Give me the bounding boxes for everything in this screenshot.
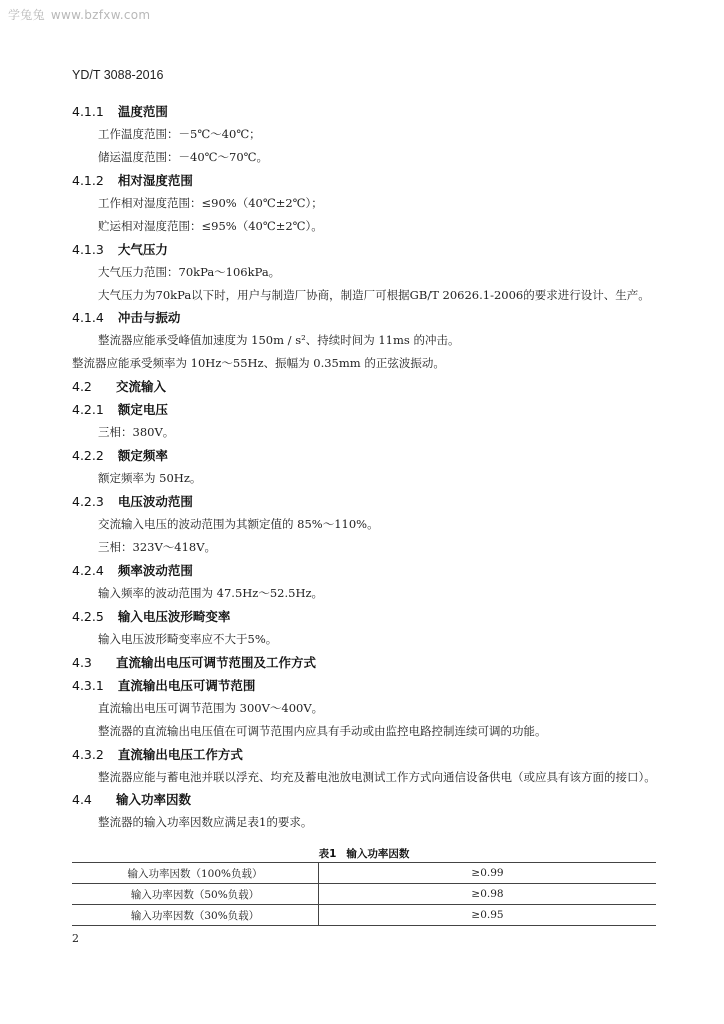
- table-title: 输入功率因数: [346, 848, 410, 860]
- paragraph: 三相：380V。: [98, 425, 175, 439]
- section-title: 直流输出电压工作方式: [117, 747, 243, 762]
- section-heading: [72, 238, 656, 261]
- section-title: 直流输出电压可调节范围: [117, 678, 256, 693]
- paragraph: 整流器的输入功率因数应满足表1的要求。: [98, 815, 313, 829]
- table-caption: [72, 846, 656, 861]
- section-heading: [72, 651, 656, 674]
- section-title: 直流输出电压可调节范围及工作方式: [116, 655, 317, 670]
- section-number: 4.2.5: [72, 609, 104, 624]
- paragraph: 整流器应能承受峰值加速度为 150m / s²、持续时间为 11ms 的冲击。: [98, 333, 460, 347]
- paragraph: 大气压力范围：70kPa～106kPa。: [98, 265, 281, 279]
- table-cell-value: ≥0.98: [319, 884, 657, 905]
- paragraph: 输入频率的波动范围为 47.5Hz～52.5Hz。: [98, 586, 324, 600]
- page-number: 2: [72, 932, 79, 945]
- table-cell-condition: 输入功率因数（100%负载）: [72, 863, 319, 884]
- paragraph: 交流输入电压的波动范围为其额定值的 85%～110%。: [98, 517, 379, 531]
- section-number: 4.2.2: [72, 448, 104, 463]
- section-title: 相对湿度范围: [117, 173, 193, 188]
- section-number: 4.1.3: [72, 242, 104, 257]
- watermark: [8, 6, 150, 23]
- section-heading: [72, 605, 656, 628]
- paragraph: 整流器的直流输出电压值在可调节范围内应具有手动或由监控电路控制连续可调的功能。: [98, 724, 547, 738]
- paragraph: 额定频率为 50Hz。: [98, 471, 202, 485]
- section-number: 4.1.4: [72, 310, 104, 325]
- section-number: 4.2.1: [72, 402, 104, 417]
- paragraph: 工作温度范围：－5℃～40℃；: [98, 127, 261, 141]
- section-number: 4.3.2: [72, 747, 104, 762]
- section-title: 输入功率因数: [116, 792, 192, 807]
- section-title: 大气压力: [117, 242, 168, 257]
- paragraph: 输入电压波形畸变率应不大于5%。: [98, 632, 278, 646]
- section-heading: [72, 788, 656, 811]
- section-heading: [72, 674, 656, 697]
- section-title: 输入电压波形畸变率: [117, 609, 231, 624]
- standard-code: YD/T 3088-2016: [72, 68, 164, 82]
- section-title: 交流输入: [116, 379, 167, 394]
- table-row: [72, 884, 656, 905]
- table-number: 表1: [318, 848, 337, 860]
- table-cell-value: ≥0.95: [319, 905, 657, 926]
- table-row: [72, 905, 656, 926]
- section-title: 电压波动范围: [117, 494, 193, 509]
- section-title: 额定频率: [117, 448, 168, 463]
- paragraph: 三相：323V～418V。: [98, 540, 217, 554]
- table-cell-condition: 输入功率因数（50%负载）: [72, 884, 319, 905]
- table-cell-condition: 输入功率因数（30%负载）: [72, 905, 319, 926]
- table-row: [72, 863, 656, 884]
- section-heading: [72, 375, 656, 398]
- section-heading: [72, 398, 656, 421]
- section-number: 4.4: [72, 792, 92, 807]
- section-number: 4.3.1: [72, 678, 104, 693]
- paragraph: 直流输出电压可调节范围为 300V～400V。: [98, 701, 324, 715]
- section-heading: [72, 169, 656, 192]
- watermark-brand: 学兔兔: [8, 8, 45, 22]
- section-heading: [72, 490, 656, 513]
- section-heading: [72, 444, 656, 467]
- section-number: 4.2: [72, 379, 92, 394]
- section-heading: [72, 100, 656, 123]
- section-number: 4.1.1: [72, 104, 104, 119]
- section-title: 温度范围: [117, 104, 168, 119]
- paragraph: 整流器应能与蓄电池并联以浮充、均充及蓄电池放电测试工作方式向通信设备供电（或应具有该方面的接口）。: [98, 770, 656, 784]
- section-number: 4.1.2: [72, 173, 104, 188]
- paragraph: 储运温度范围：－40℃～70℃。: [98, 150, 268, 164]
- section-title: 冲击与振动: [117, 310, 181, 325]
- paragraph: 整流器应能承受频率为 10Hz～55Hz、振幅为 0.35mm 的正弦波振动。: [72, 356, 445, 370]
- section-heading: [72, 559, 656, 582]
- section-title: 频率波动范围: [117, 563, 193, 578]
- paragraph: 贮运相对湿度范围：≤95%（40℃±2℃）。: [98, 219, 323, 233]
- table-cell-value: ≥0.99: [319, 863, 657, 884]
- document-body: [72, 100, 656, 834]
- section-heading: [72, 306, 656, 329]
- power-factor-table: [72, 862, 656, 926]
- section-heading: [72, 743, 656, 766]
- watermark-site: www.bzfxw.com: [50, 8, 151, 22]
- paragraph: 工作相对湿度范围：≤90%（40℃±2℃）；: [98, 196, 323, 210]
- section-number: 4.3: [72, 655, 92, 670]
- paragraph: 大气压力为70kPa以下时，用户与制造厂协商，制造厂可根据GB/T 20626.1-2006的要求进行设计、生产。: [98, 288, 650, 302]
- section-title: 额定电压: [117, 402, 168, 417]
- section-number: 4.2.4: [72, 563, 104, 578]
- section-number: 4.2.3: [72, 494, 104, 509]
